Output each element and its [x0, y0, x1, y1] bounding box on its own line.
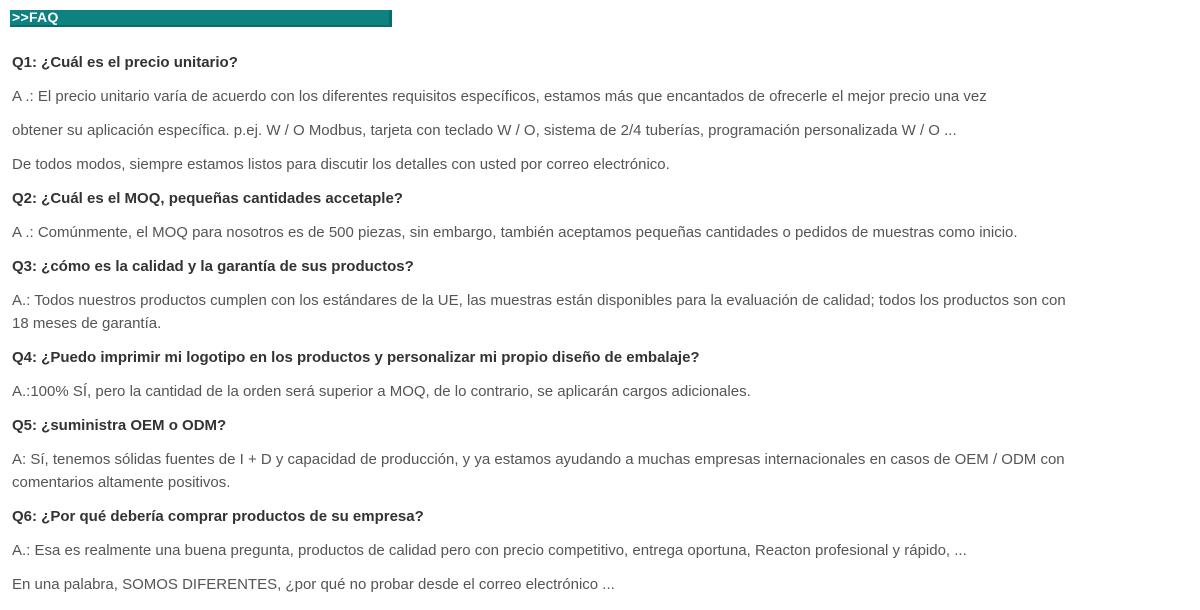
faq-answer-paragraph: [12, 153, 1188, 176]
faq-answer-line: obtener su aplicación específica. p.ej. W / O Modbus, tarjeta con teclado W / O, sistema de 2/4 tuberías, programación personalizada W / O ...: [12, 122, 957, 139]
faq-question-1: Q1: ¿Cuál es el precio unitario?: [12, 54, 238, 71]
faq-answer-line: A.:100% SÍ, pero la cantidad de la orden será superior a MOQ, de lo contrario, se aplicarán cargos adicionales.: [12, 383, 751, 400]
faq-answer-paragraph: [12, 119, 1188, 142]
faq-answer-line: De todos modos, siempre estamos listos para discutir los detalles con usted por correo electrónico.: [12, 156, 670, 173]
faq-answer-paragraph: [12, 289, 1188, 335]
faq-answer-line: A.: Esa es realmente una buena pregunta, productos de calidad pero con precio competitivo, entrega oportuna, Reacton profesional y rápido, ...: [12, 542, 967, 559]
faq-section-header-bar: [10, 10, 392, 27]
faq-answer-line: 18 meses de garantía.: [12, 315, 162, 332]
faq-section-title: >>FAQ: [12, 9, 59, 25]
faq-answer-line: comentarios altamente positivos.: [12, 474, 231, 491]
faq-answer-line: A .: Comúnmente, el MOQ para nosotros es de 500 piezas, sin embargo, también aceptamos pequeñas cantidades o pedidos de muestras como inicio.: [12, 224, 1018, 241]
faq-question-5: Q5: ¿suministra OEM o ODM?: [12, 417, 227, 434]
faq-answer-paragraph: [12, 573, 1188, 596]
faq-answer-paragraph: [12, 448, 1188, 494]
faq-content: [10, 51, 1188, 596]
faq-answer-paragraph: [12, 221, 1188, 244]
faq-answer-paragraph: [12, 539, 1188, 562]
faq-answer-paragraph: [12, 85, 1188, 108]
faq-question-2: Q2: ¿Cuál es el MOQ, pequeñas cantidades accetaple?: [12, 190, 403, 207]
faq-answer-line: A.: Todos nuestros productos cumplen con los estándares de la UE, las muestras están disponibles para la evaluación de calidad; todos los productos son con: [12, 292, 1066, 309]
faq-answer-paragraph: [12, 380, 1188, 403]
faq-question-4: Q4: ¿Puedo imprimir mi logotipo en los productos y personalizar mi propio diseño de embalaje?: [12, 349, 700, 366]
faq-question-6: Q6: ¿Por qué debería comprar productos de su empresa?: [12, 508, 424, 525]
faq-question-3: Q3: ¿cómo es la calidad y la garantía de sus productos?: [12, 258, 414, 275]
faq-answer-line: A: Sí, tenemos sólidas fuentes de I + D y capacidad de producción, y ya estamos ayudando a muchas empresas internacionales en casos de OEM / ODM con: [12, 451, 1065, 468]
faq-answer-line: A .: El precio unitario varía de acuerdo con los diferentes requisitos específicos, estamos más que encantados de ofrecerle el mejor precio una vez: [12, 88, 987, 105]
faq-answer-line: En una palabra, SOMOS DIFERENTES, ¿por qué no probar desde el correo electrónico ...: [12, 576, 615, 593]
